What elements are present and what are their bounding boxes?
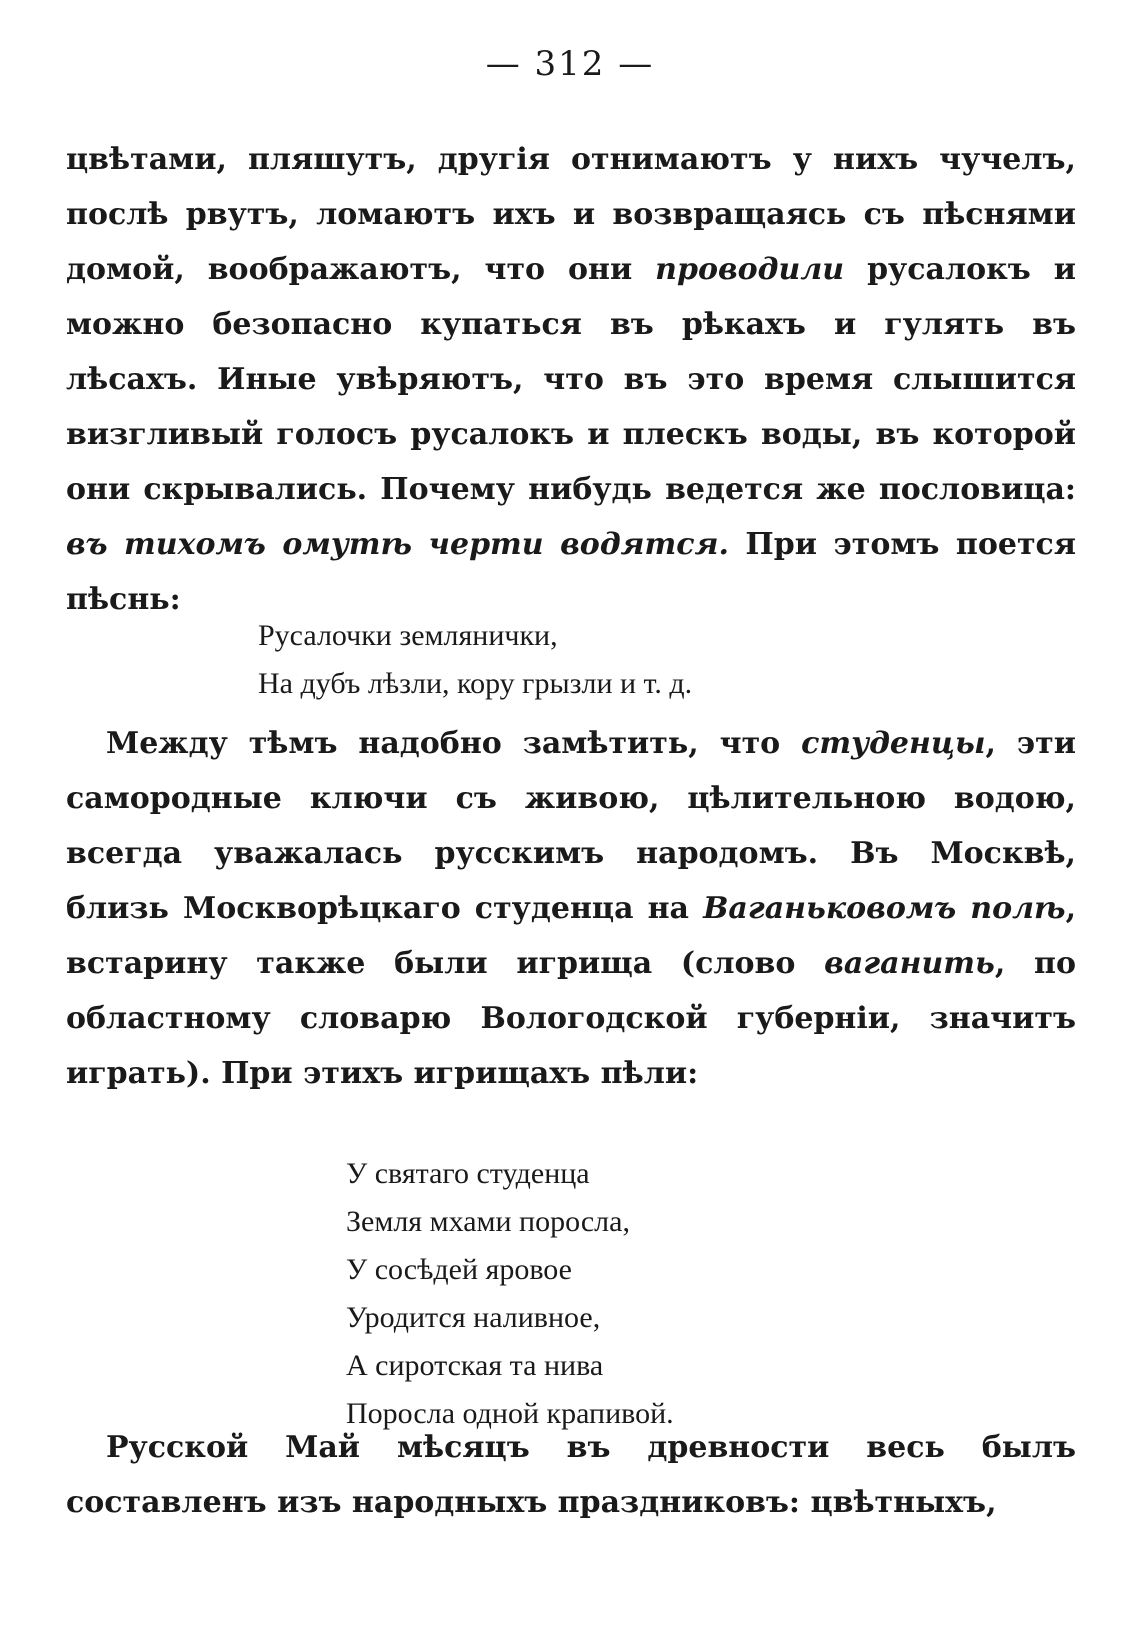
- verse-line: Земля мхами поросла,: [346, 1205, 630, 1238]
- verse-1: [258, 612, 692, 708]
- paragraph-2: Между тѣмъ надобно замѣтить, что студенцы, эти самородные ключи съ живою, цѣлительною водою, всегда уважалась русскимъ народомъ. Въ Москвѣ, близь Москворѣцкаго студенца на Ваганьковомъ полѣ, встарину также были игрища (слово ваганить, по областному словарю Вологодской губерніи, значитъ играть). При этихъ игрищахъ пѣли:: [66, 726, 1077, 1091]
- verse-line: На дубъ лѣзли, кору грызли и т. д.: [258, 667, 693, 700]
- paragraph-3: Русской Май мѣсяцъ въ древности весь былъ составленъ изъ народныхъ праздниковъ: цвѣтныхъ,: [66, 1430, 1076, 1520]
- verse-line: Русалочки землянички,: [258, 619, 558, 652]
- verse-line: А сиротская та нива: [346, 1349, 604, 1382]
- page-number: — 312 —: [485, 44, 655, 84]
- verse-line: У святаго студенца: [346, 1157, 590, 1190]
- verse-line: Поросла одной крапивой.: [346, 1397, 674, 1430]
- verse-2: [346, 1150, 674, 1438]
- verse-line: Уродится наливное,: [346, 1301, 601, 1334]
- verse-line: У сосѣдей яровое: [346, 1253, 572, 1286]
- paragraph-1: цвѣтами, пляшутъ, другія отнимаютъ у нихъ чучелъ, послѣ рвутъ, ломаютъ ихъ и возвращаясь съ пѣснями домой, воображаютъ, что они проводили русалокъ и можно безопасно купаться въ рѣкахъ и гулять въ лѣсахъ. Иные увѣряютъ, что въ это время слышится визгливый голосъ русалокъ и плескъ воды, въ которой они скрывались. Почему нибудь ведется же пословица: въ тихомъ омутѣ черти водятся. При этомъ поется пѣснь:: [66, 142, 1076, 617]
